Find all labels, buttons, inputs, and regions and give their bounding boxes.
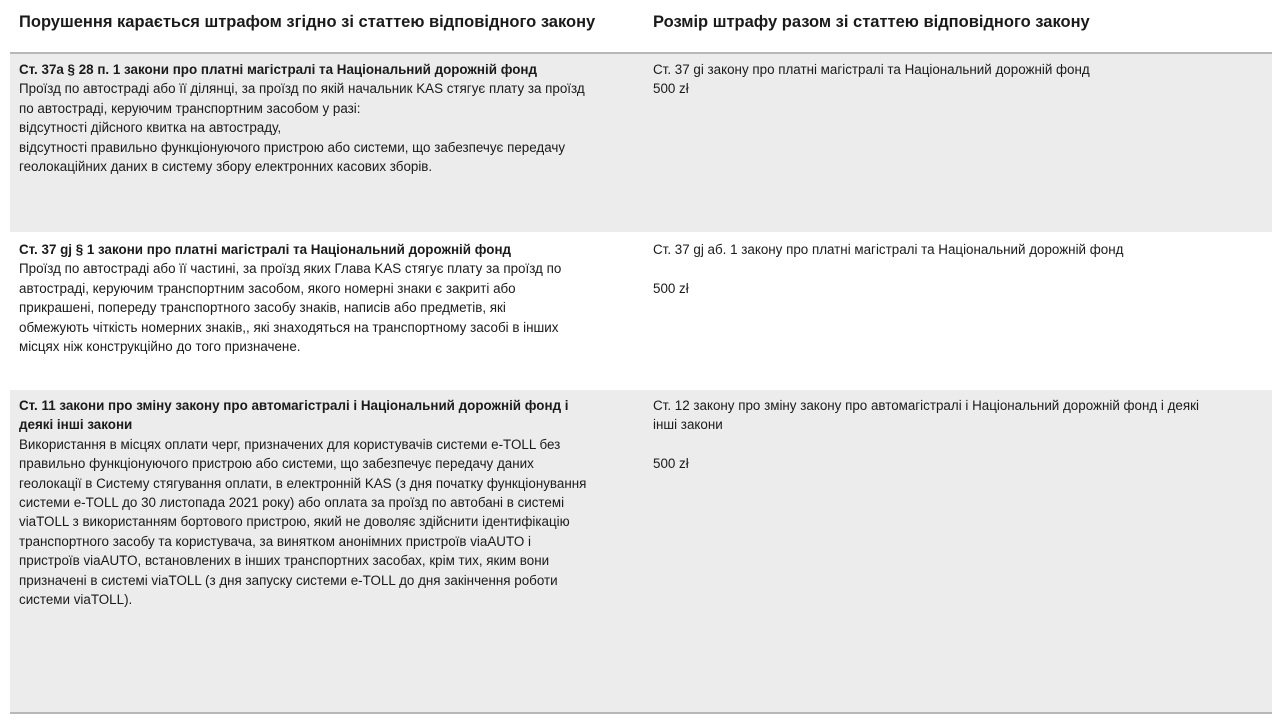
violation-text-line: системи viaTOLL).	[19, 592, 133, 608]
violation-text-line: геолокації в Систему стягування оплати, в електронній KAS (з дня початку функціонування	[19, 475, 587, 491]
fine-article: Ст. 37 gj аб. 1 закону про платні магістралі та Національний дорожній фонд	[653, 242, 1124, 257]
violation-text-line: правильно функціонуючого пристрою або системи, що забезпечує передачу даних	[19, 456, 534, 472]
fine-amount: 500 zł	[653, 81, 689, 97]
violation-text-line: обмежують чіткість номерних знаків,, які знаходяться на транспортному засобі в інших	[19, 319, 559, 335]
fine-cell	[653, 60, 1265, 99]
table-row	[10, 54, 1272, 232]
fine-amount: 500 zł	[653, 456, 689, 472]
fine-amount: 500 zł	[653, 280, 689, 296]
fine-cell	[653, 396, 1265, 474]
violation-text-line: геолокаційних даних в систему збору електронних касових зборів.	[19, 159, 433, 175]
violation-text-line: по автостраді, керуючим транспортним засобом у разі:	[19, 100, 361, 116]
violation-text-line: місцях ніж конструкційно до того призначене.	[19, 339, 301, 355]
violation-title: Ст. 11 закони про зміну закону про автомагістралі і Національний дорожній фонд і	[19, 398, 569, 413]
spacer	[653, 435, 1265, 454]
violation-text-line: viaTOLL з використанням бортового пристрою, який не доволяє здійснити ідентифікацію	[19, 514, 570, 530]
violation-text-line: відсутності дійсного квитка на автостраду,	[19, 120, 282, 136]
violation-text-line: Проїзд по автостраді або її ділянці, за проїзд по якій начальник KAS стягує плату за проїзд	[19, 81, 585, 97]
fine-article: Ст. 37 gі закону про платні магістралі та Національний дорожній фонд	[653, 62, 1090, 77]
violation-cell	[19, 60, 639, 176]
violation-text-line: пристроїв viaAUTO, встановлених в інших транспортних засобах, крім тих, яким вони	[19, 553, 550, 569]
header-violation: Порушення карається штрафом згідно зі статтею відповідного закону	[19, 13, 596, 31]
violation-text-line: системи e-TOLL до 30 листопада 2021 року) або оплата за проїзд по автобані в системі	[19, 495, 565, 511]
violation-title: Ст. 37a § 28 п. 1 закони про платні магістралі та Національний дорожній фонд	[19, 62, 537, 77]
fine-article: Ст. 12 закону про зміну закону про автомагістралі і Національний дорожній фонд і деякі	[653, 398, 1199, 413]
violation-text-line: Проїзд по автостраді або її частині, за проїзд яких Глава KAS стягує плату за проїзд по	[19, 261, 562, 277]
table-row	[10, 234, 1272, 388]
fine-article: інші закони	[653, 417, 723, 433]
spacer	[653, 259, 1265, 278]
table-row	[10, 390, 1272, 714]
violation-text-line: Використання в місцях оплати черг, призначених для користувачів системи e-TOLL без	[19, 436, 561, 452]
violation-text-line: прикрашені, попереду транспортного засобу знаків, написів або предметів, які	[19, 300, 506, 316]
table-header	[10, 0, 1272, 54]
violation-cell	[19, 396, 639, 609]
violation-text-line: транспортного засобу та користувача, за винятком анонімних пристроїв viaAUTO і	[19, 533, 532, 549]
fine-cell	[653, 240, 1265, 298]
violation-cell	[19, 240, 639, 356]
violation-title: Ст. 37 gj § 1 закони про платні магістралі та Національний дорожній фонд	[19, 242, 512, 257]
violation-title: деякі інші закони	[19, 417, 133, 433]
violation-text-line: призначені в системі viaTOLL (з дня запуску системи e-TOLL до дня закінчення роботи	[19, 572, 558, 588]
violation-text-line: автостраді, керуючим транспортним засобом, якого номерні знаки є закриті або	[19, 280, 516, 296]
header-fine-amount: Розмір штрафу разом зі статтею відповідного закону	[653, 13, 1090, 31]
violation-text-line: відсутності правильно функціонуючого пристрою або системи, що забезпечує передачу	[19, 139, 566, 155]
